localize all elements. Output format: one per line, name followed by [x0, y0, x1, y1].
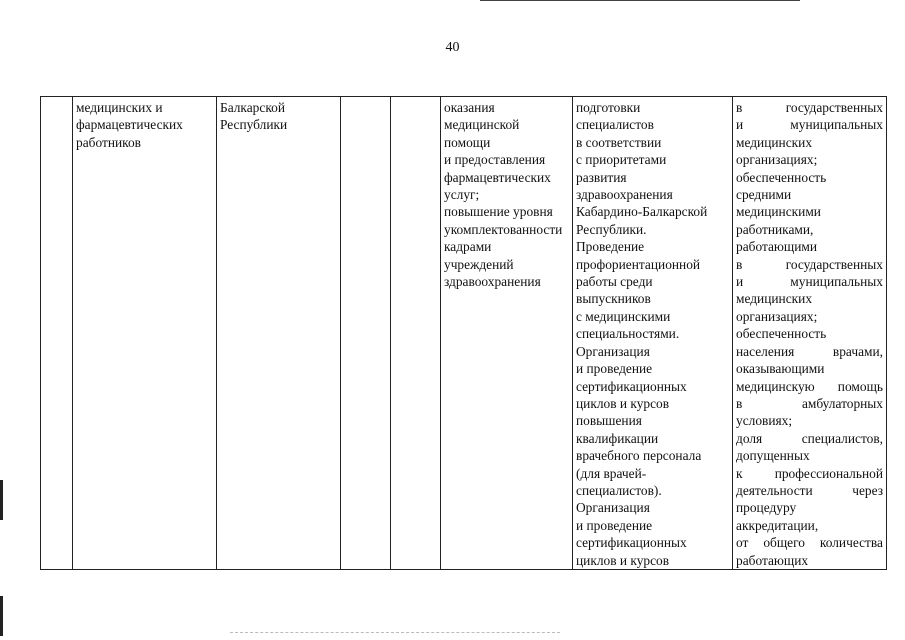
scan-top-rule: [480, 0, 800, 1]
text-line: повышения: [576, 413, 642, 429]
text-line: помощи: [444, 134, 491, 150]
text-line: аккредитации,: [736, 517, 819, 533]
text-line: процедуру: [736, 500, 797, 516]
text-line: от общего количества: [736, 535, 883, 551]
cell-empty-1: [341, 97, 391, 570]
page-number: 40: [445, 40, 460, 55]
text-line: сертификационных: [576, 378, 687, 394]
text-line: медицинских: [736, 291, 813, 307]
text-line: выпускников: [576, 291, 651, 307]
text-line: и проведение: [576, 361, 653, 377]
cell-lines: [736, 99, 883, 569]
text-line: подготовки: [576, 100, 641, 115]
text-line: кадрами: [444, 239, 492, 255]
cell-name: [73, 97, 217, 570]
cell-lines: [444, 99, 569, 290]
scan-bottom-noise: [230, 632, 560, 635]
document-table: [40, 96, 887, 570]
text-line: сертификационных: [576, 535, 687, 551]
text-line: с приоритетами: [576, 152, 667, 168]
text-line: в амбулаторных: [736, 395, 883, 411]
text-line: обеспеченность: [736, 169, 827, 185]
text-line: работающими: [736, 239, 818, 255]
text-line: средними: [736, 187, 792, 203]
text-line: деятельности через: [736, 482, 883, 498]
text-line: работниками,: [736, 221, 814, 237]
text-line: медицинскую помощь: [736, 378, 883, 394]
text-line: в государственных: [736, 256, 883, 272]
text-line: Кабардино-Балкарской: [576, 204, 708, 220]
text-line: Республики.: [576, 221, 647, 237]
text-line: специалистов: [576, 117, 654, 133]
text-line: и проведение: [576, 517, 653, 533]
cell-measures: [573, 97, 733, 570]
text-line: медицинских и: [76, 100, 163, 115]
text-line: оказывающими: [736, 361, 825, 377]
text-line: организациях;: [736, 308, 818, 324]
text-line: (для врачей-: [576, 465, 647, 481]
text-line: оказания: [444, 100, 495, 115]
text-line: работы среди: [576, 274, 653, 290]
text-line: развития: [576, 169, 627, 185]
cell-lines: [220, 99, 337, 134]
text-line: обеспеченность: [736, 326, 827, 342]
text-line: Республики: [220, 117, 288, 133]
cell-index: [41, 97, 73, 570]
text-line: и муниципальных: [736, 117, 883, 133]
text-line: доля специалистов,: [736, 430, 883, 446]
text-line: медицинскими: [736, 204, 821, 220]
text-line: профориентационной: [576, 256, 701, 272]
text-line: допущенных: [736, 448, 810, 464]
cell-region: [217, 97, 341, 570]
text-line: в государственных: [736, 100, 883, 115]
text-line: циклов и курсов: [576, 552, 670, 568]
cell-goals: [441, 97, 573, 570]
text-line: работающих: [736, 552, 809, 568]
cell-indicators: [733, 97, 887, 570]
text-line: Балкарской: [220, 100, 286, 115]
text-line: повышение уровня: [444, 204, 553, 220]
text-line: учреждений: [444, 256, 514, 272]
text-line: и предоставления: [444, 152, 546, 168]
text-line: услуг;: [444, 187, 480, 203]
text-line: с медицинскими: [576, 308, 671, 324]
text-line: Организация: [576, 500, 650, 516]
cell-lines: [76, 99, 213, 151]
text-line: в соответствии: [576, 134, 662, 150]
text-line: специалистов).: [576, 482, 662, 498]
text-line: Проведение: [576, 239, 645, 255]
table-row: [41, 97, 887, 570]
text-line: медицинской: [444, 117, 520, 133]
text-line: врачебного персонала: [576, 448, 702, 464]
text-line: и муниципальных: [736, 274, 883, 290]
text-line: здравоохранения: [444, 274, 541, 290]
scan-edge-mark: [0, 480, 3, 520]
scan-edge-mark: [0, 596, 3, 636]
text-line: здравоохранения: [576, 187, 673, 203]
text-line: циклов и курсов: [576, 395, 670, 411]
text-line: фармацевтических: [444, 169, 551, 185]
text-line: медицинских: [736, 134, 813, 150]
text-line: к профессиональной: [736, 465, 883, 481]
text-line: Организация: [576, 343, 650, 359]
text-line: условиях;: [736, 413, 793, 429]
text-line: укомплектованности: [444, 221, 563, 237]
text-line: населения врачами,: [736, 343, 883, 359]
text-line: специальностями.: [576, 326, 680, 342]
text-line: организациях;: [736, 152, 818, 168]
cell-lines: [576, 99, 729, 569]
text-line: квалификации: [576, 430, 659, 446]
text-line: работников: [76, 134, 141, 150]
text-line: фармацевтических: [76, 117, 183, 133]
cell-empty-2: [391, 97, 441, 570]
